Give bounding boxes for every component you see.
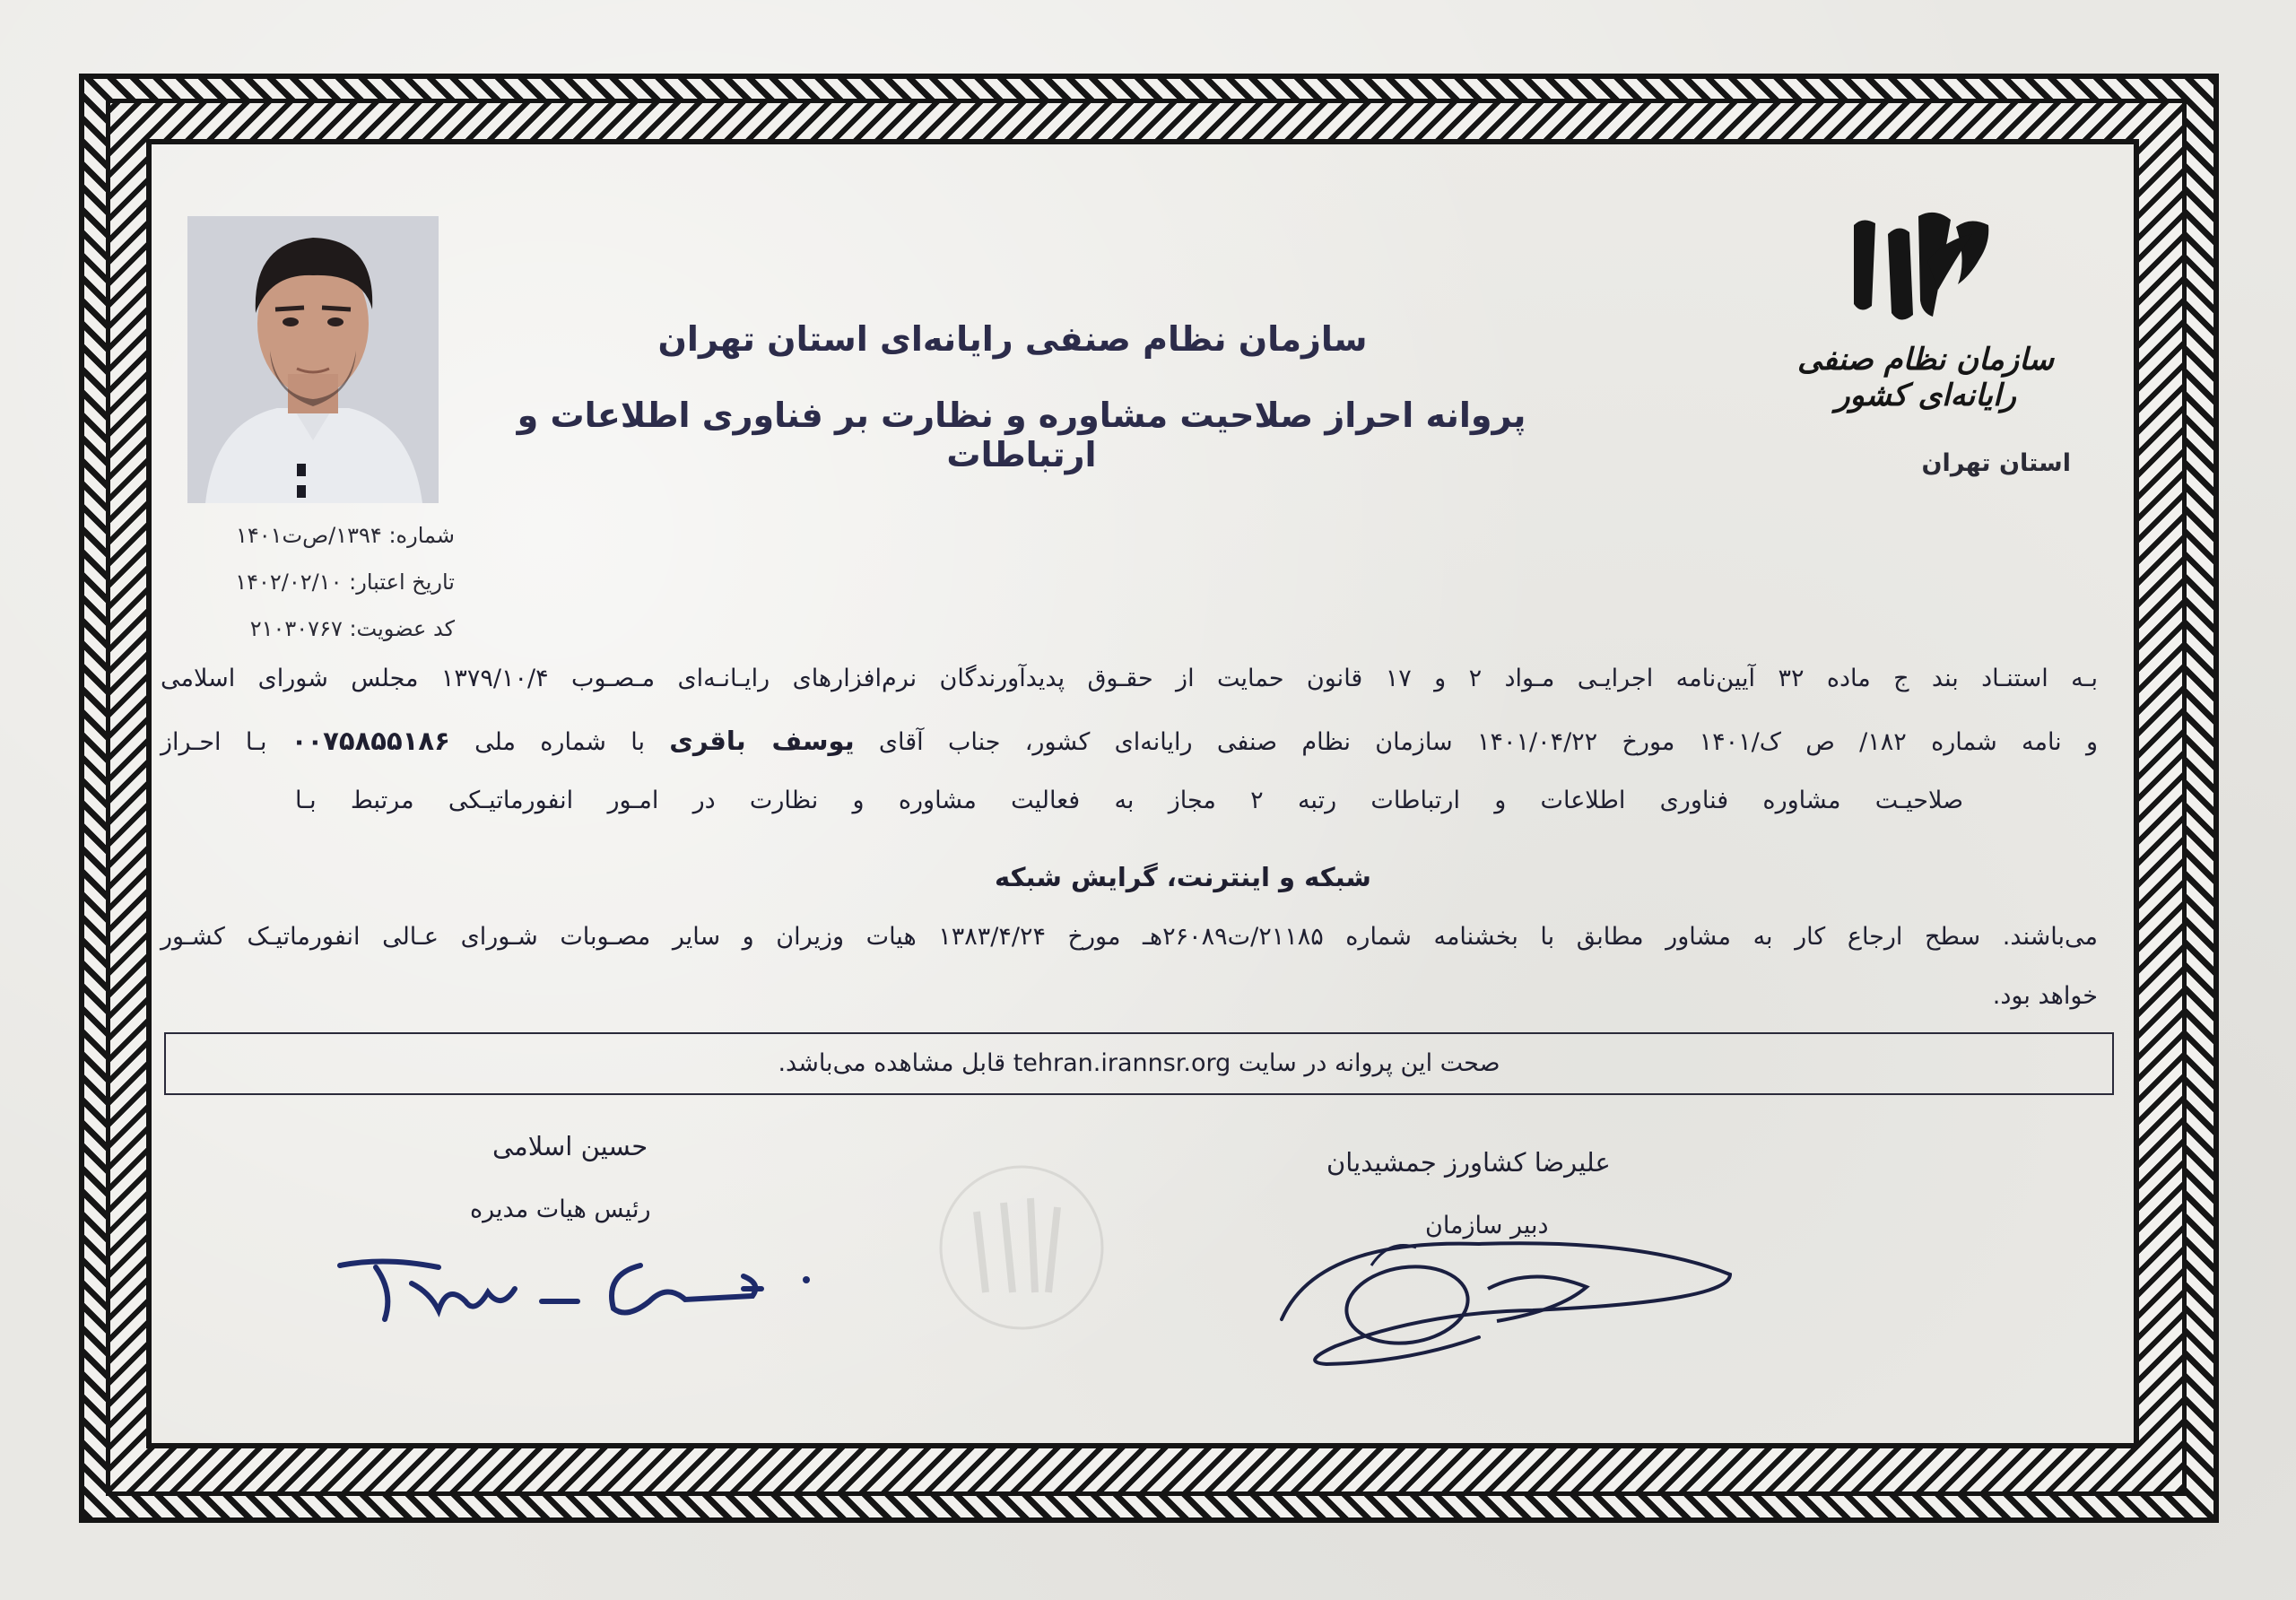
body-line-4: می‌باشند. سطح ارجاع کار به مشاور مطابق با بخشنامه شماره ۲۱۱۸۵/ت۲۶۰۸۹هـ مورخ ۱۳۸۳/۴/۲۴ هیات وزیران و سایر مصـوبات شـورای عـالی انفورماتیـک کشـور [161, 923, 2098, 951]
verification-box [164, 1032, 2114, 1095]
verification-text: صحت این پروانه در سایت tehran.irannsr.org قابل مشاهده می‌باشد. [778, 1049, 1500, 1077]
body-line-3: صلاحیـت مشاوره فناوری اطلاعات و ارتباطات رتبه ۲ مجاز به فعالیت مشاوره و نظارت در امـور انفورماتیـکی مرتبط بـا [295, 787, 1964, 814]
body-line-5: خواهد بود. [1992, 982, 2098, 1010]
national-id: ۰۰۷۵۸۵۵۱۸۶ [291, 726, 450, 756]
secretary-signature [1264, 1212, 1766, 1373]
body-line-2-mid: با شماره ملی [474, 728, 645, 756]
specialty-field: شبکه و اینترنت، گرایش شبکه [995, 862, 1371, 892]
organization-logo [1782, 207, 2069, 431]
page-subtitle: پروانه احراز صلاحیت مشاوره و نظارت بر فناوری اطلاعات و ارتباطات [517, 396, 1526, 474]
chairman-role: رئیس هیات مدیره [470, 1196, 651, 1223]
organization-logo-icon [1845, 207, 2006, 333]
logo-province-label: استان تهران [1921, 449, 2071, 477]
embossed-seal-icon [932, 1158, 1111, 1337]
logo-script-text: سازمان نظام صنفی رایانه‌ای کشور [1797, 342, 2054, 413]
membership-code: کد عضویت: ۲۱۰۳۰۷۶۷ [249, 616, 455, 641]
holder-photo-illustration [187, 216, 439, 503]
body-line-2-post: بـا احـراز [161, 728, 267, 756]
chairman-signature [331, 1230, 833, 1328]
body-line-1: بـه استنـاد بند ج ماده ۳۲ آیین‌نامه اجرایـی مـواد ۲ و ۱۷ قانون حمایت از حقـوق پدیدآورندگان نرم‌افزارهای رایـانـه‌ای مـصـوب ۱۳۷۹/۱۰/۴ مجلس شورای اسلامی [161, 665, 2099, 692]
validity-date: تاریخ اعتبار: ۱۴۰۲/۰۲/۱۰ [235, 570, 455, 595]
secretary-name: علیرضا کشاورز جمشیدیان [1326, 1147, 1611, 1178]
body-line-2 [161, 726, 2098, 756]
certificate-number: شماره: ۱۳۹۴/ص‌ت۱۴۰۱ [235, 523, 455, 548]
page-title: سازمان نظام صنفی رایانه‌ای استان تهران [657, 319, 1368, 359]
body-line-2-pre: و نامه شماره ۱۸۲/ ص ک/۱۴۰۱ مورخ ۱۴۰۱/۰۴/۲۲ سازمان نظام صنفی رایانه‌ای کشور، جناب آقای [878, 728, 2099, 756]
holder-name: یوسف باقری [669, 726, 855, 756]
secretary-role: دبیر سازمان [1425, 1212, 1549, 1239]
certificate-content [146, 139, 2139, 1448]
chairman-name: حسین اسلامی [492, 1131, 648, 1161]
certificate-meta [177, 512, 455, 652]
holder-photo [187, 216, 439, 503]
